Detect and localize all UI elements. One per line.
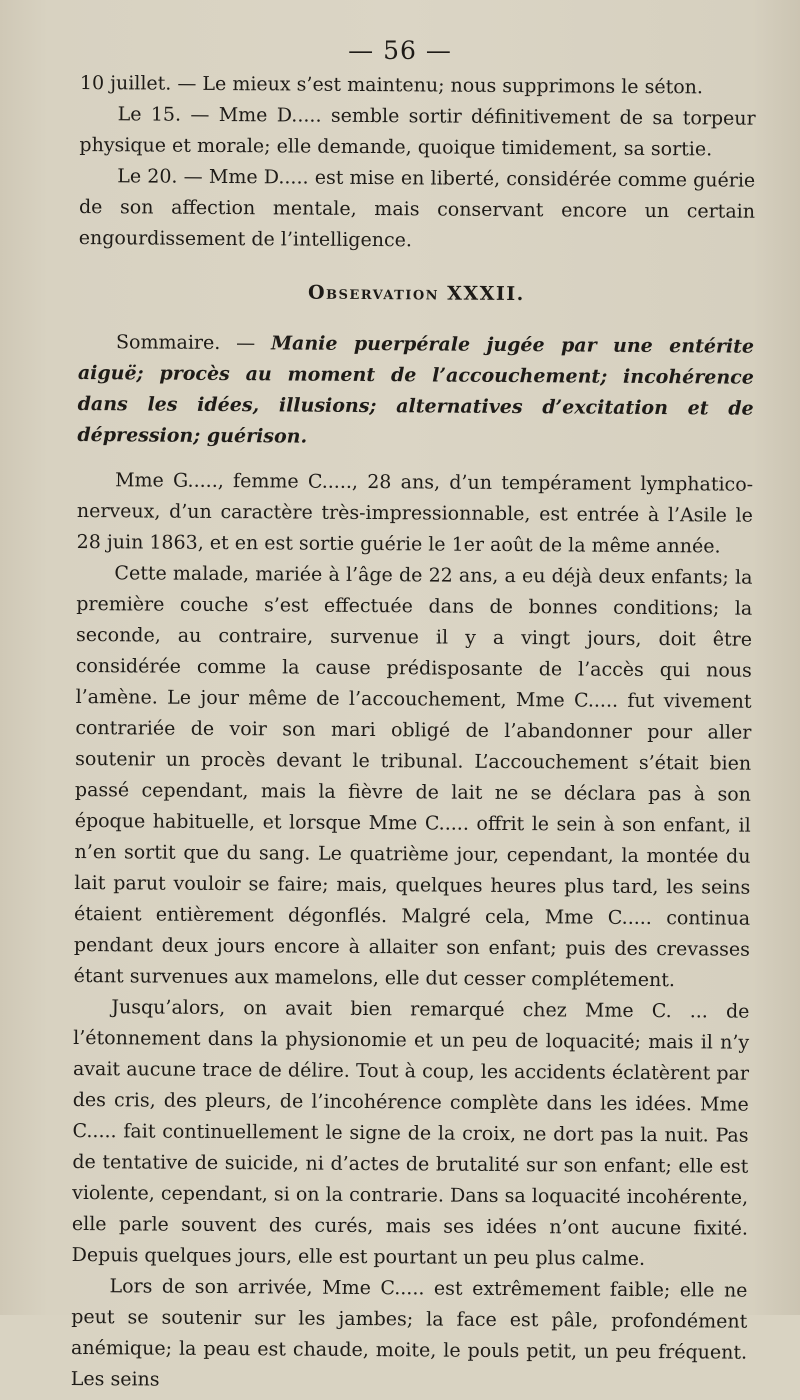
- paragraph: Le 15. — Mme D..... semble sortir définitivement de sa torpeur physique et morale; elle demande, quoique timidement, sa sortie.: [79, 103, 756, 161]
- paragraph: Cette malade, mariée à l’âge de 22 ans, a eu déjà deux enfants; la première couche s’est effectuée dans de bonnes conditions; la seconde, au contraire, survenue il y a vingt jours, doit être considérée comme la cause prédisposante de l’accès qui nous l’amène. Le jour même de l’accouchement, Mme C..... fut vivement contrariée de voir son mari obligé de l’abandonner pour aller soutenir un procès devant le tribunal. L’accouchement s’était bien passé cependant, mais la fièvre de lait ne se déclara pas à son époque habituelle, et lorsque Mme C..... offrit le sein à son enfant, il n’en sortit que du sang. Le quatrième jour, cependant, la montée du lait parut vouloir se faire; mais, quelques heures plus tard, les seins étaient entièrement dégonflés. Malgré cela, Mme C..... continua pendant deux jours encore à allaiter son enfant; puis des crevasses étant survenues aux mamelons, elle dut cesser complétement.: [73, 562, 753, 992]
- summary-paragraph: [77, 327, 754, 456]
- observation-heading: Observation XXXII.: [307, 281, 525, 306]
- paragraph: Lors de son arrivée, Mme C..... est extrêmement faible; elle ne peut se soutenir sur les jambes; la face est pâle, profondément anémique; la peau est chaude, moite, le pouls petit, un peu fréquent. Les seins: [70, 1275, 748, 1391]
- paragraph: 10 juillet. — Le mieux s’est maintenu; nous supprimons le séton.: [79, 71, 704, 99]
- paragraph: Mme G....., femme C....., 28 ans, d’un tempérament lymphatico-nerveux, d’un caractère très-impressionnable, est entrée à l’Asile le 28 juin 1863, et en est sortie guérie le 1er août de la même année.: [76, 469, 754, 558]
- text-block: [71, 68, 756, 1400]
- page-number: — 56 —: [348, 36, 452, 65]
- paragraph: Le 20. — Mme D..... est mise en liberté, considérée comme guérie de son affection mentale, mais conservant encore un certain engourdissement de l’intelligence.: [78, 165, 756, 252]
- paragraph: Jusqu’alors, on avait bien remarqué chez Mme C. ... de l’étonnement dans la physionomie et un peu de loquacité; mais il n’y avait aucune trace de délire. Tout à coup, les accidents éclatèrent par des cris, des pleurs, de l’incohérence complète dans les idées. Mme C..... fait continuellement le signe de la croix, ne dort pas la nuit. Pas de tentative de suicide, ni d’actes de brutalité sur son enfant; elle est violente, cependant, si on la contrarie. Dans sa loquacité incohérente, elle parle souvent des curés, mais ses idées n’ont aucune fixité. Depuis quelques jours, elle est pourtant un peu plus calme.: [71, 996, 750, 1270]
- summary-body: Manie puerpérale jugée par une entérite aiguë; procès au moment de l’accouchement; incohérence dans les idées, illusions; alternatives d’excitation et de dépression; guérison.: [77, 332, 755, 448]
- summary-lead: Sommaire. —: [116, 331, 272, 355]
